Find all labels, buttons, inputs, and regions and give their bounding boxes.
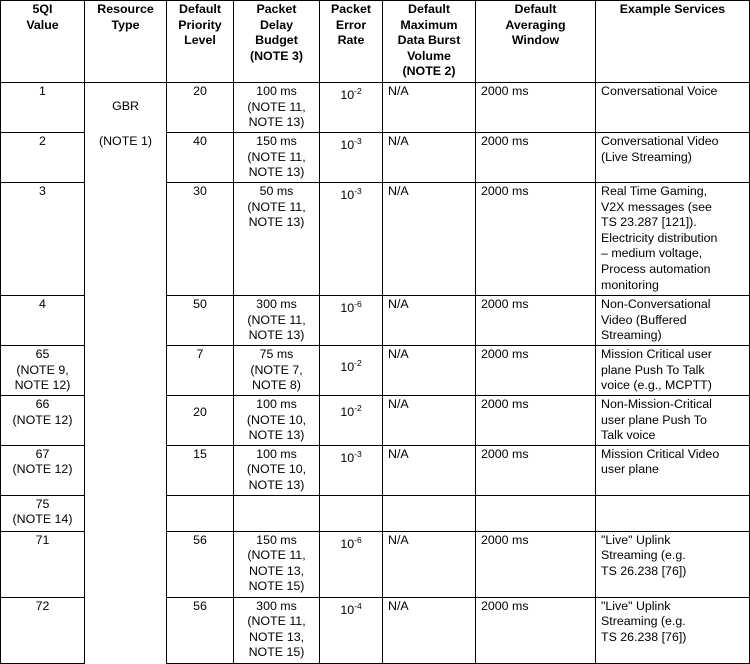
cell-averaging-window: 2000 ms [476,183,596,296]
per-base: 10 [340,405,355,419]
per-base: 10 [340,88,355,102]
per-exponent: -3 [354,186,362,196]
per-base: 10 [340,360,355,374]
cell-example-services [596,495,750,531]
cell-example-services: Non-Mission-Critical user plane Push To Talk voice [596,396,750,446]
cell-example-services: Conversational Video (Live Streaming) [596,133,750,183]
cell-resource-type [85,495,167,531]
cell-averaging-window: 2000 ms [476,396,596,446]
table-row [1,346,750,396]
per-exponent: -6 [354,534,362,545]
cell-averaging-window: 2000 ms [476,346,596,396]
cell-5qi: 72 [1,597,85,663]
cell-burst-volume [383,495,476,531]
cell-packet-error-rate [320,396,383,446]
cell-burst-volume: N/A [383,445,476,495]
cell-delay-budget: 300 ms (NOTE 11, NOTE 13, NOTE 15) [234,597,320,663]
per-base: 10 [340,301,355,315]
cell-5qi: 1 [1,83,85,133]
per-base: 10 [340,188,355,202]
cell-resource-type [85,83,167,133]
cell-priority: 15 [167,445,234,495]
cell-averaging-window: 2000 ms [476,597,596,663]
cell-resource-type [85,133,167,183]
cell-priority [167,495,234,531]
cell-delay-budget: 75 ms (NOTE 7, NOTE 8) [234,346,320,396]
cell-delay-budget [234,495,320,531]
cell-resource-type [85,597,167,663]
per-exponent: -2 [354,358,362,368]
table-row [1,531,750,597]
header-max-data-burst-volume: Default Maximum Data Burst Volume (NOTE 2) [383,1,476,83]
per-exponent: -2 [354,403,362,413]
cell-delay-budget: 150 ms (NOTE 11, NOTE 13, NOTE 15) [234,531,320,597]
cell-example-services: Conversational Voice [596,83,750,133]
per-exponent: -4 [354,600,362,611]
cell-resource-type [85,346,167,396]
per-exponent: -2 [354,86,362,96]
cell-burst-volume: N/A [383,346,476,396]
cell-delay-budget: 150 ms (NOTE 11, NOTE 13) [234,133,320,183]
per-base: 10 [340,536,355,551]
cell-averaging-window: 2000 ms [476,83,596,133]
cell-priority: 7 [167,346,234,396]
cell-resource-type [85,183,167,296]
cell-delay-budget: 300 ms (NOTE 11, NOTE 13) [234,296,320,346]
cell-priority: 56 [167,531,234,597]
header-5qi-value: 5QI Value [1,1,85,83]
header-resource-type: Resource Type [85,1,167,83]
table-row [1,597,750,663]
cell-example-services: Mission Critical user plane Push To Talk voice (e.g., MCPTT) [596,346,750,396]
cell-packet-error-rate [320,83,383,133]
per-exponent: -6 [354,299,362,309]
cell-packet-error-rate [320,531,383,597]
cell-5qi: 66 (NOTE 12) [1,396,85,446]
table-row [1,133,750,183]
cell-burst-volume: N/A [383,83,476,133]
cell-burst-volume: N/A [383,531,476,597]
cell-packet-error-rate [320,445,383,495]
table-row [1,83,750,133]
cell-example-services: Mission Critical Video user plane [596,445,750,495]
cell-5qi: 71 [1,531,85,597]
cell-5qi: 67 (NOTE 12) [1,445,85,495]
resource-type-note: (NOTE 1) [98,133,152,148]
cell-priority: 30 [167,183,234,296]
cell-averaging-window [476,495,596,531]
cell-example-services: Real Time Gaming, V2X messages (see TS 23.287 [121]). Electricity distribution – medium voltage, Process automation monitoring [596,183,750,296]
cell-averaging-window: 2000 ms [476,445,596,495]
table-row [1,296,750,346]
header-priority-level: Default Priority Level [167,1,234,83]
cell-5qi: 4 [1,296,85,346]
cell-priority: 20 [167,83,234,133]
per-base: 10 [340,602,355,617]
header-example-services: Example Services [596,1,750,83]
cell-packet-error-rate [320,495,383,531]
cell-burst-volume: N/A [383,597,476,663]
cell-delay-budget: 100 ms (NOTE 10, NOTE 13) [234,396,320,446]
cell-packet-error-rate [320,346,383,396]
cell-example-services: "Live" Uplink Streaming (e.g. TS 26.238 [76]) [596,597,750,663]
cell-example-services: "Live" Uplink Streaming (e.g. TS 26.238 [76]) [596,531,750,597]
cell-delay-budget: 100 ms (NOTE 11, NOTE 13) [234,83,320,133]
header-row [1,1,750,83]
cell-resource-type [85,396,167,446]
per-base: 10 [340,450,355,465]
cell-delay-budget: 50 ms (NOTE 11, NOTE 13) [234,183,320,296]
cell-5qi: 3 [1,183,85,296]
cell-averaging-window: 2000 ms [476,296,596,346]
cell-burst-volume: N/A [383,133,476,183]
cell-priority: 56 [167,597,234,663]
cell-packet-error-rate [320,133,383,183]
table-row [1,396,750,446]
per-exponent: -3 [354,448,362,459]
cell-packet-error-rate [320,597,383,663]
cell-5qi: 65 (NOTE 9, NOTE 12) [1,346,85,396]
per-base: 10 [340,138,355,152]
header-packet-error-rate: Packet Error Rate [320,1,383,83]
cell-example-services: Non-Conversational Video (Buffered Streaming) [596,296,750,346]
cell-5qi: 75 (NOTE 14) [1,495,85,531]
cell-burst-volume: N/A [383,183,476,296]
cell-burst-volume: N/A [383,296,476,346]
cell-priority: 40 [167,133,234,183]
cell-5qi: 2 [1,133,85,183]
header-averaging-window: Default Averaging Window [476,1,596,83]
cell-resource-type [85,531,167,597]
table-row [1,183,750,296]
cell-resource-type [85,296,167,346]
resource-type-label: GBR [112,99,139,113]
cell-packet-error-rate [320,183,383,296]
cell-delay-budget: 100 ms (NOTE 10, NOTE 13) [234,445,320,495]
cell-priority: 20 [167,396,234,446]
cell-priority: 50 [167,296,234,346]
table-row [1,445,750,495]
cell-averaging-window: 2000 ms [476,133,596,183]
cell-resource-type [85,445,167,495]
table-row [1,495,750,531]
cell-averaging-window: 2000 ms [476,531,596,597]
cell-burst-volume: N/A [383,396,476,446]
header-packet-delay-budget: Packet Delay Budget (NOTE 3) [234,1,320,83]
per-exponent: -3 [354,136,362,146]
cell-packet-error-rate [320,296,383,346]
